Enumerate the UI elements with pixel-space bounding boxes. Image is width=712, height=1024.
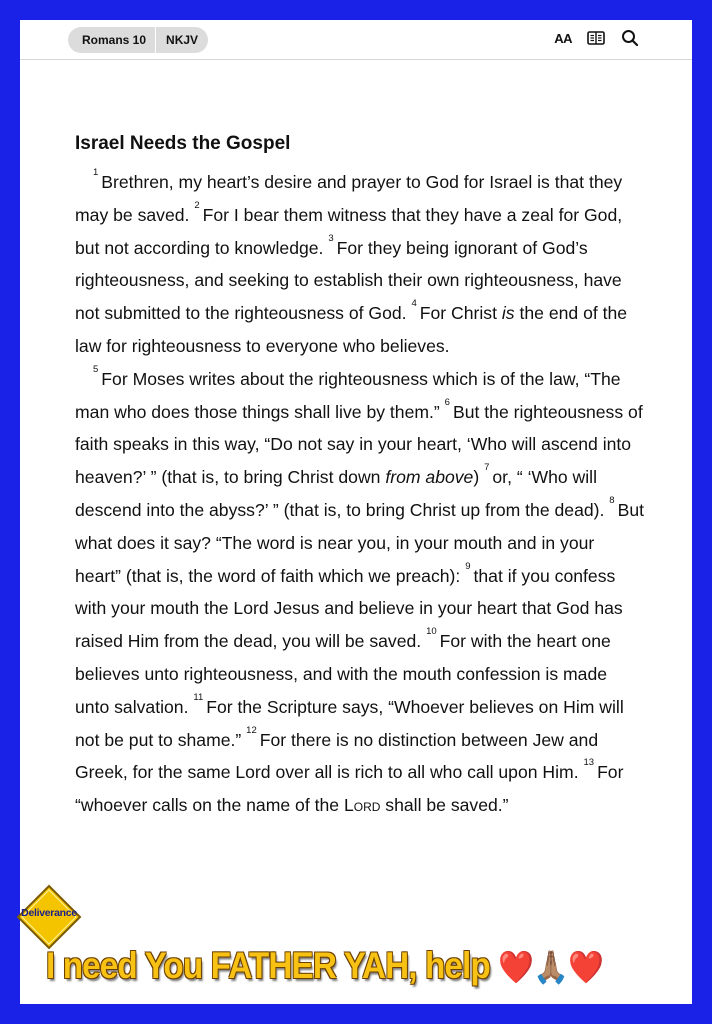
verse-number[interactable]: 4: [411, 298, 417, 310]
section-heading: Israel Needs the Gospel: [75, 133, 291, 154]
chapter-version-selector: [68, 27, 208, 53]
reader-page: [20, 20, 692, 1004]
chapter-selector-button[interactable]: Romans 10: [82, 33, 147, 47]
verse-text: For Christ: [419, 303, 502, 324]
deliverance-badge-label: Deliverance: [21, 907, 77, 919]
verse-number[interactable]: 3: [328, 232, 334, 244]
verse-text: For I bear them witness that they have a zeal for God, but not according to knowledge.: [75, 204, 623, 258]
verse-number[interactable]: 9: [465, 560, 471, 572]
verse-text: the end of the law for righteousness to everyone who believes.: [75, 303, 628, 356]
toolbar-actions: [554, 28, 640, 48]
book-icon[interactable]: [586, 28, 606, 48]
verse-text: shall be saved.”: [380, 795, 509, 816]
font-size-button[interactable]: AA: [554, 30, 572, 46]
verse-number[interactable]: 2: [194, 199, 200, 211]
verse-text: For they being ignorant of God’s righteousness, and seeking to establish their own righteousness, have not submitted to the righteousness of God.: [75, 237, 622, 324]
verse-text: For the Scripture says, “Whoever believes on Him will not be put to shame.”: [75, 696, 624, 750]
verse-number[interactable]: 5: [93, 363, 99, 375]
top-toolbar: [20, 20, 692, 60]
paragraph-2: [75, 363, 645, 822]
verse-text: or, “ ‘Who will descend into the abyss?’ ” (that is, to bring Christ up from the dead).: [75, 467, 605, 520]
banner-text: I need You FATHER YAH, help: [46, 945, 490, 986]
paragraph-1: [75, 166, 645, 363]
verse-number[interactable]: 6: [444, 396, 450, 408]
verse-small-caps: Lord: [343, 795, 381, 816]
verse-number[interactable]: 7: [484, 462, 490, 474]
verse-text: For “whoever calls on the name of the: [75, 762, 624, 816]
verse-text: ): [473, 467, 480, 488]
verse-text: For Moses writes about the righteousness which is of the law, “The man who does those things shall live by them.”: [75, 368, 621, 422]
verse-text: Brethren, my heart’s desire and prayer to God for Israel is that they may be saved.: [75, 172, 623, 225]
verse-text: For with the heart one believes unto righteousness, and with the mouth confession is made unto salvation.: [75, 631, 611, 717]
heart-pray-emoji: ❤️🙏🏽❤️: [498, 948, 604, 986]
verse-number[interactable]: 12: [246, 724, 257, 736]
verse-number[interactable]: 1: [93, 167, 99, 178]
verse-text: that if you confess with your mouth the Lord Jesus and believe in your heart that God has raised Him from the dead, you will be saved.: [75, 565, 623, 652]
chapter-content: [75, 132, 645, 822]
version-selector-button[interactable]: NKJV: [166, 33, 199, 47]
overlay-banner: [46, 940, 603, 993]
verse-number[interactable]: 11: [193, 691, 204, 703]
search-icon[interactable]: [620, 28, 640, 48]
verse-italic: is: [501, 303, 515, 324]
verse-number[interactable]: 13: [583, 757, 595, 769]
verse-text: For there is no distinction between Jew and Greek, for the same Lord over all is rich to all who call upon Him.: [75, 729, 599, 783]
verse-text: But what does it say? “The word is near you, in your mouth and in your heart” (that is, the word of faith which we preach):: [75, 499, 644, 586]
verse-text: But the righteousness of faith speaks in this way, “Do not say in your heart, ‘Who will ascend into heaven?’ ” (that is, to bring Christ down: [75, 401, 643, 488]
verse-number[interactable]: 8: [609, 494, 615, 506]
verse-italic: from above: [385, 467, 474, 488]
verse-number[interactable]: 10: [426, 626, 437, 638]
